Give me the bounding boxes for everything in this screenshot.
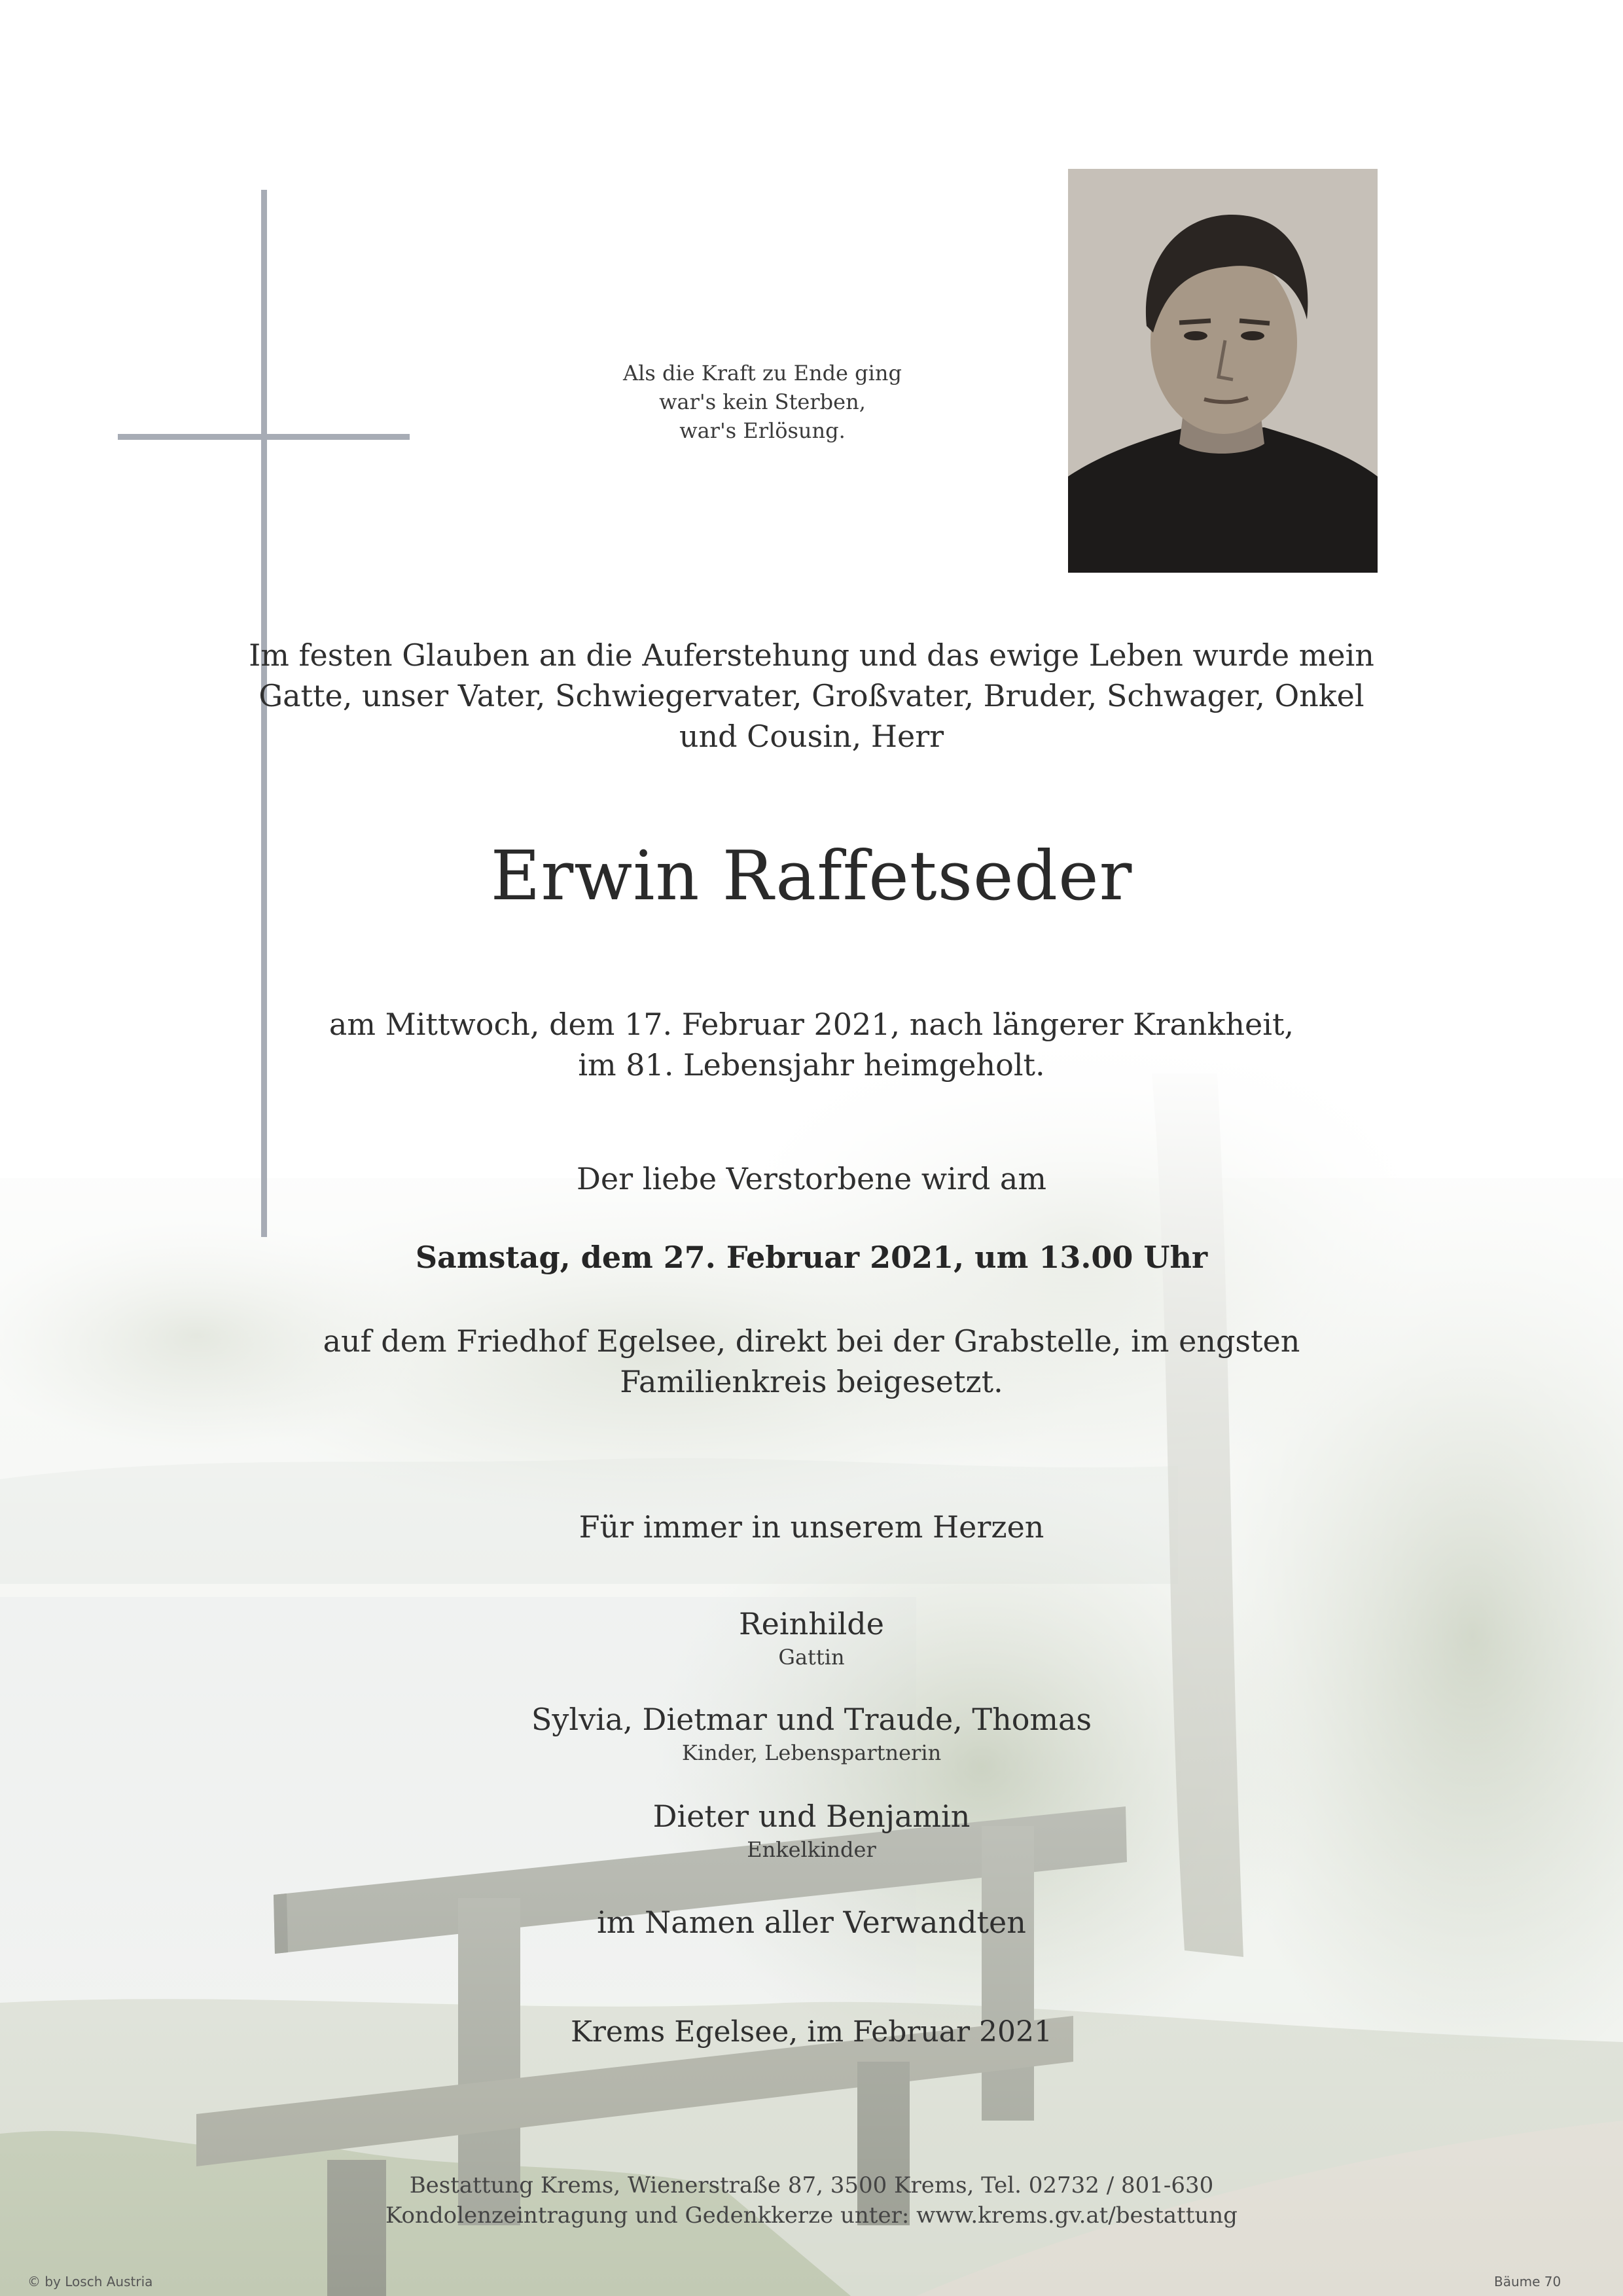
intro-paragraph (183, 635, 1440, 757)
mourner-name: Reinhilde (739, 1606, 884, 1641)
motto-line: war's Erlösung. (679, 418, 846, 443)
funeral-date: Samstag, dem 27. Februar 2021, um 13.00 Uhr (415, 1240, 1208, 1275)
portrait-photo (1068, 169, 1378, 573)
place-date: Krems Egelsee, im Februar 2021 (571, 2015, 1052, 2049)
funeral-intro: Der liebe Verstorbene wird am (577, 1161, 1046, 1196)
deceased-name: Erwin Raffetseder (490, 836, 1133, 916)
copyright-note: © by Losch Austria (27, 2274, 153, 2289)
funeral-place (223, 1321, 1400, 1402)
funeral-place-line: auf dem Friedhof Egelsee, direkt bei der Grabstelle, im engsten (323, 1323, 1300, 1359)
motto-line: Als die Kraft zu Ende ging (623, 361, 902, 386)
motto-verse (497, 359, 1027, 445)
relatives-line: im Namen aller Verwandten (597, 1905, 1026, 1940)
motto-line: war's kein Sterben, (659, 389, 866, 414)
cross-horizontal-bar (118, 434, 410, 440)
intro-line: Im festen Glauben an die Auferstehung und das ewige Leben wurde mein (249, 637, 1374, 673)
closing-line: Für immer in unserem Herzen (579, 1509, 1044, 1545)
funeral-home-address: Bestattung Krems, Wienerstraße 87, 3500 Krems, Tel. 02732 / 801-630 (409, 2172, 1214, 2198)
mourner-role: Enkelkinder (747, 1837, 876, 1862)
mourner-role: Kinder, Lebenspartnerin (681, 1740, 942, 1765)
condolence-website: Kondolenzeintragung und Gedenkkerze unter: www.krems.gv.at/bestattung (385, 2202, 1238, 2229)
funeral-place-line: Familienkreis beigesetzt. (620, 1364, 1003, 1399)
death-line: im 81. Lebensjahr heimgeholt. (578, 1047, 1045, 1083)
mourner-name: Sylvia, Dietmar und Traude, Thomas (531, 1702, 1092, 1737)
mourner-name: Dieter und Benjamin (652, 1799, 971, 1834)
intro-line: und Cousin, Herr (679, 719, 944, 754)
death-line: am Mittwoch, dem 17. Februar 2021, nach längerer Krankheit, (329, 1007, 1294, 1042)
mourner-role: Gattin (778, 1645, 845, 1670)
death-details (209, 1004, 1414, 1085)
intro-line: Gatte, unser Vater, Schwiegervater, Großvater, Bruder, Schwager, Onkel (259, 678, 1364, 713)
template-code: Bäume 70 (1494, 2274, 1561, 2289)
